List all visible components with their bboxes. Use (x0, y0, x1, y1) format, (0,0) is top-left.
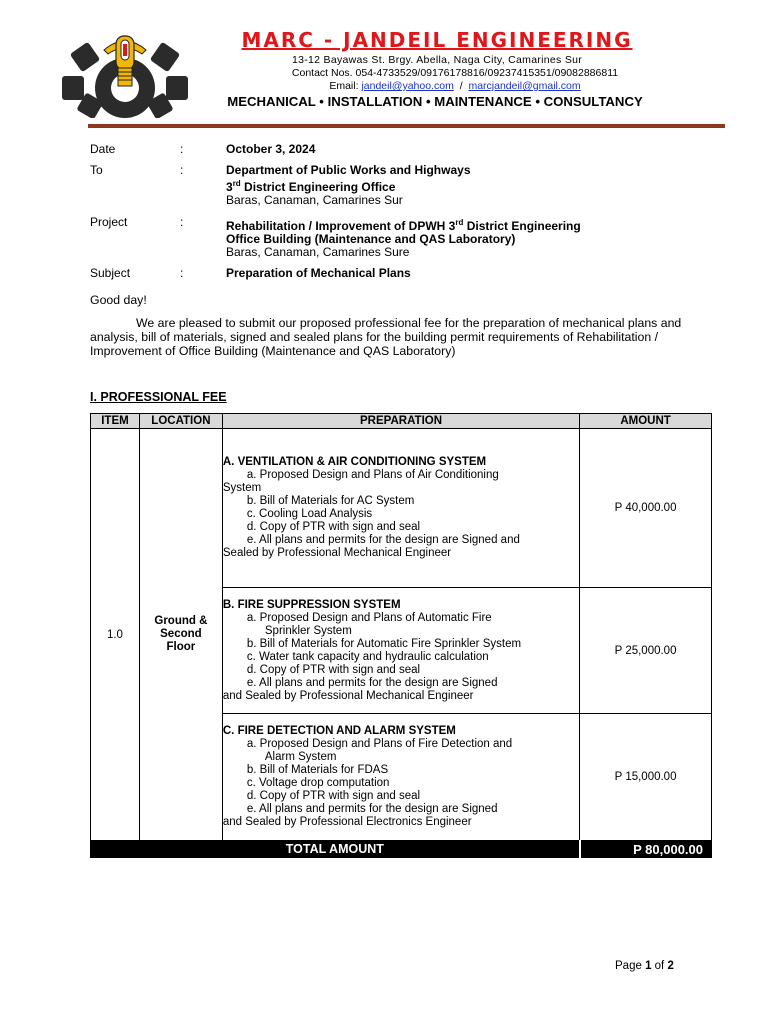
email-label: Email: (329, 80, 359, 92)
project-colon: : (180, 215, 184, 229)
total-row (91, 841, 712, 858)
to-line-1: Department of Public Works and Highways (226, 163, 471, 177)
email-link-gmail[interactable]: marcjandeil@gmail.com (468, 80, 581, 92)
company-tagline: MECHANICAL • INSTALLATION • MAINTENANCE • CONSULTANCY (227, 94, 643, 109)
subject-colon: : (180, 266, 184, 280)
location-cell: Ground & Second Floor (139, 429, 222, 841)
header-preparation: PREPARATION (222, 414, 579, 429)
preparation-fire-suppression: B. FIRE SUPPRESSION SYSTEM a. Proposed Design and Plans of Automatic Fire Sprinkler System b. Bill of Materials for Automatic Fire Sprinkler System c. Water tank capacity and hydraulic calculation d. Copy of PTR with sign and seal e. All plans and permits for the design are Signed and Sealed by Professional Mechanical Engineer (222, 588, 579, 714)
preparation-fire-detection: C. FIRE DETECTION AND ALARM SYSTEM a. Proposed Design and Plans of Fire Detection and Alarm System b. Bill of Materials for FDAS c. Voltage drop computation d. Copy of PTR with sign and seal e. All plans and permits for the design are Signed and Sealed by Professional Electronics Engineer (222, 714, 579, 841)
to-value (226, 164, 696, 207)
item-number: 1.0 (91, 429, 140, 841)
to-line-3: Baras, Canaman, Camarines Sur (226, 193, 403, 207)
to-colon: : (180, 163, 184, 177)
date-label: Date (90, 142, 116, 156)
preparation-ventilation: A. VENTILATION & AIR CONDITIONING SYSTEM a. Proposed Design and Plans of Air Conditioning System b. Bill of Materials for AC System c. Cooling Load Analysis d. Copy of PTR with sign and seal e. All plans and permits for the design are Signed and Sealed by Professional Mechanical Engineer (222, 429, 579, 588)
greeting: Good day! (90, 293, 147, 307)
email-link-yahoo[interactable]: jandeil@yahoo.com (361, 80, 454, 92)
section-title: I. PROFESSIONAL FEE (90, 390, 227, 404)
company-contact: Contact Nos. 054-4733529/09176178816/09237415351/09082886811 (291, 67, 619, 79)
header-divider (88, 124, 725, 128)
table-header-row (91, 414, 712, 429)
company-email (250, 80, 660, 92)
to-line-2: 3rd District Engineering Office (226, 179, 396, 194)
amount-fire-suppression: P 25,000.00 (580, 588, 712, 714)
amount-fire-detection: P 15,000.00 (580, 714, 712, 841)
fee-table (90, 413, 712, 858)
project-value (226, 216, 696, 259)
subject-value: Preparation of Mechanical Plans (226, 266, 411, 280)
email-separator: / (459, 80, 463, 92)
header-location: LOCATION (139, 414, 222, 429)
company-logo-icon (58, 30, 192, 118)
project-line-1: Rehabilitation / Improvement of DPWH 3rd District Engineering (226, 218, 581, 233)
total-label: TOTAL AMOUNT (91, 841, 580, 858)
date-value: October 3, 2024 (226, 142, 316, 156)
company-name: MARC - JANDEIL ENGINEERING (241, 28, 633, 52)
header-amount: AMOUNT (580, 414, 712, 429)
header-item: ITEM (91, 414, 140, 429)
table-row (91, 429, 712, 588)
date-colon: : (180, 142, 184, 156)
project-line-3: Baras, Canaman, Camarines Sure (226, 245, 410, 259)
project-label: Project (90, 215, 128, 229)
project-line-2: Office Building (Maintenance and QAS Laboratory) (226, 232, 516, 246)
total-amount: P 80,000.00 (580, 841, 712, 858)
amount-ventilation: P 40,000.00 (580, 429, 712, 588)
to-label: To (90, 163, 103, 177)
company-address: 13-12 Bayawas St. Brgy. Abella, Naga City, Camarines Sur (291, 54, 583, 66)
subject-label: Subject (90, 266, 131, 280)
page-number: Page 1 of 2 (615, 960, 674, 972)
intro-paragraph: We are pleased to submit our proposed professional fee for the preparation of mechanical plans and analysis, bill of materials, signed and sealed plans for the building permit requirements of Rehabilitation / Improvement of Office Building (Maintenance and QAS Laboratory) (90, 316, 682, 358)
